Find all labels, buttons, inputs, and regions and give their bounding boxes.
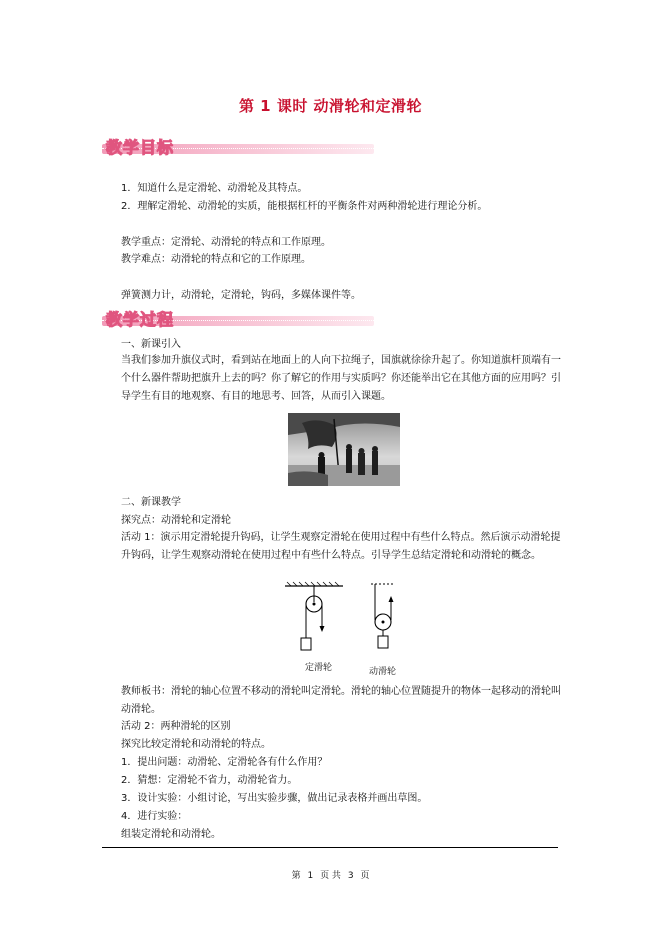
pulley-diagram [283,580,413,680]
step-4-detail: 组装定滑轮和动滑轮。 [121,829,221,840]
footer-total-pages: 3 [347,871,354,881]
difficulty: 教学难点：动滑轮的特点和它的工作原理。 [121,254,311,265]
intro-heading: 一、新课引入 [121,339,181,350]
page-footer [0,868,661,881]
activity2-intro: 探究比较定滑轮和动滑轮的特点。 [121,739,271,750]
footer-prefix: 第 [291,871,301,881]
key-point: 教学重点：定滑轮、动滑轮的特点和工作原理。 [121,237,331,248]
flag-raising-illustration [288,413,400,486]
activity2-heading: 活动 2：两种滑轮的区别 [121,721,231,732]
section-heading-process: 教学过程 [106,310,175,329]
step-2: 2．猜想：定滑轮不省力，动滑轮省力。 [121,775,298,786]
goal-item-2: 2．理解定滑轮、动滑轮的实质，能根据杠杆的平衡条件对两种滑轮进行理论分析。 [121,201,488,212]
fixed-pulley-figure [285,582,343,650]
movable-pulley-figure [371,584,395,648]
step-4: 4．进行实验： [121,811,188,822]
flag-raising-photo [288,413,400,486]
page-title: 第 1 课时 动滑轮和定滑轮 [238,97,423,115]
movable-pulley-label: 动滑轮 [369,667,397,677]
step-3: 3．设计实验：小组讨论，写出实验步骤，做出记录表格并画出草图。 [121,793,428,804]
materials: 弹簧测力计，动滑轮，定滑轮，钩码，多媒体课件等。 [121,290,361,301]
activity1-text: 活动 1：演示用定滑轮提升钩码，让学生观察定滑轮在使用过程中有些什么特点。然后演示动滑轮提升钩码，让学生观察动滑轮在使用过程中有些什么特点。引导学生总结定滑轮和动滑轮的概念。 [121,532,561,561]
footer-divider [102,847,558,848]
explore-point: 探究点：动滑轮和定滑轮 [121,515,231,526]
section-banner-process [102,307,374,333]
intro-text: 当我们参加升旗仪式时，看到站在地面上的人向下拉绳子，国旗就徐徐升起了。你知道旗杆顶端有一个什么器件帮助把旗升上去的吗？你了解它的作用与实质吗？你还能举出它在其他方面的应用吗？引导学生有目的地观察、有目的地思考、回答，从而引入课题。 [121,355,561,402]
footer-page-number: 1 [307,871,314,881]
board-text: 教师板书：滑轮的轴心位置不移动的滑轮叫定滑轮。滑轮的轴心位置随提升的物体一起移动的滑轮叫动滑轮。 [121,686,561,715]
goal-item-1: 1．知道什么是定滑轮、动滑轮及其特点。 [121,183,308,194]
fixed-pulley-label: 定滑轮 [305,663,333,673]
new-lesson-heading: 二、新课教学 [121,497,181,508]
footer-mid: 页 共 [320,871,341,881]
section-heading-goals: 教学目标 [106,138,175,157]
step-1: 1．提出问题：动滑轮、定滑轮各有什么作用？ [121,757,328,768]
footer-suffix: 页 [360,871,370,881]
section-banner-goals [102,135,374,161]
